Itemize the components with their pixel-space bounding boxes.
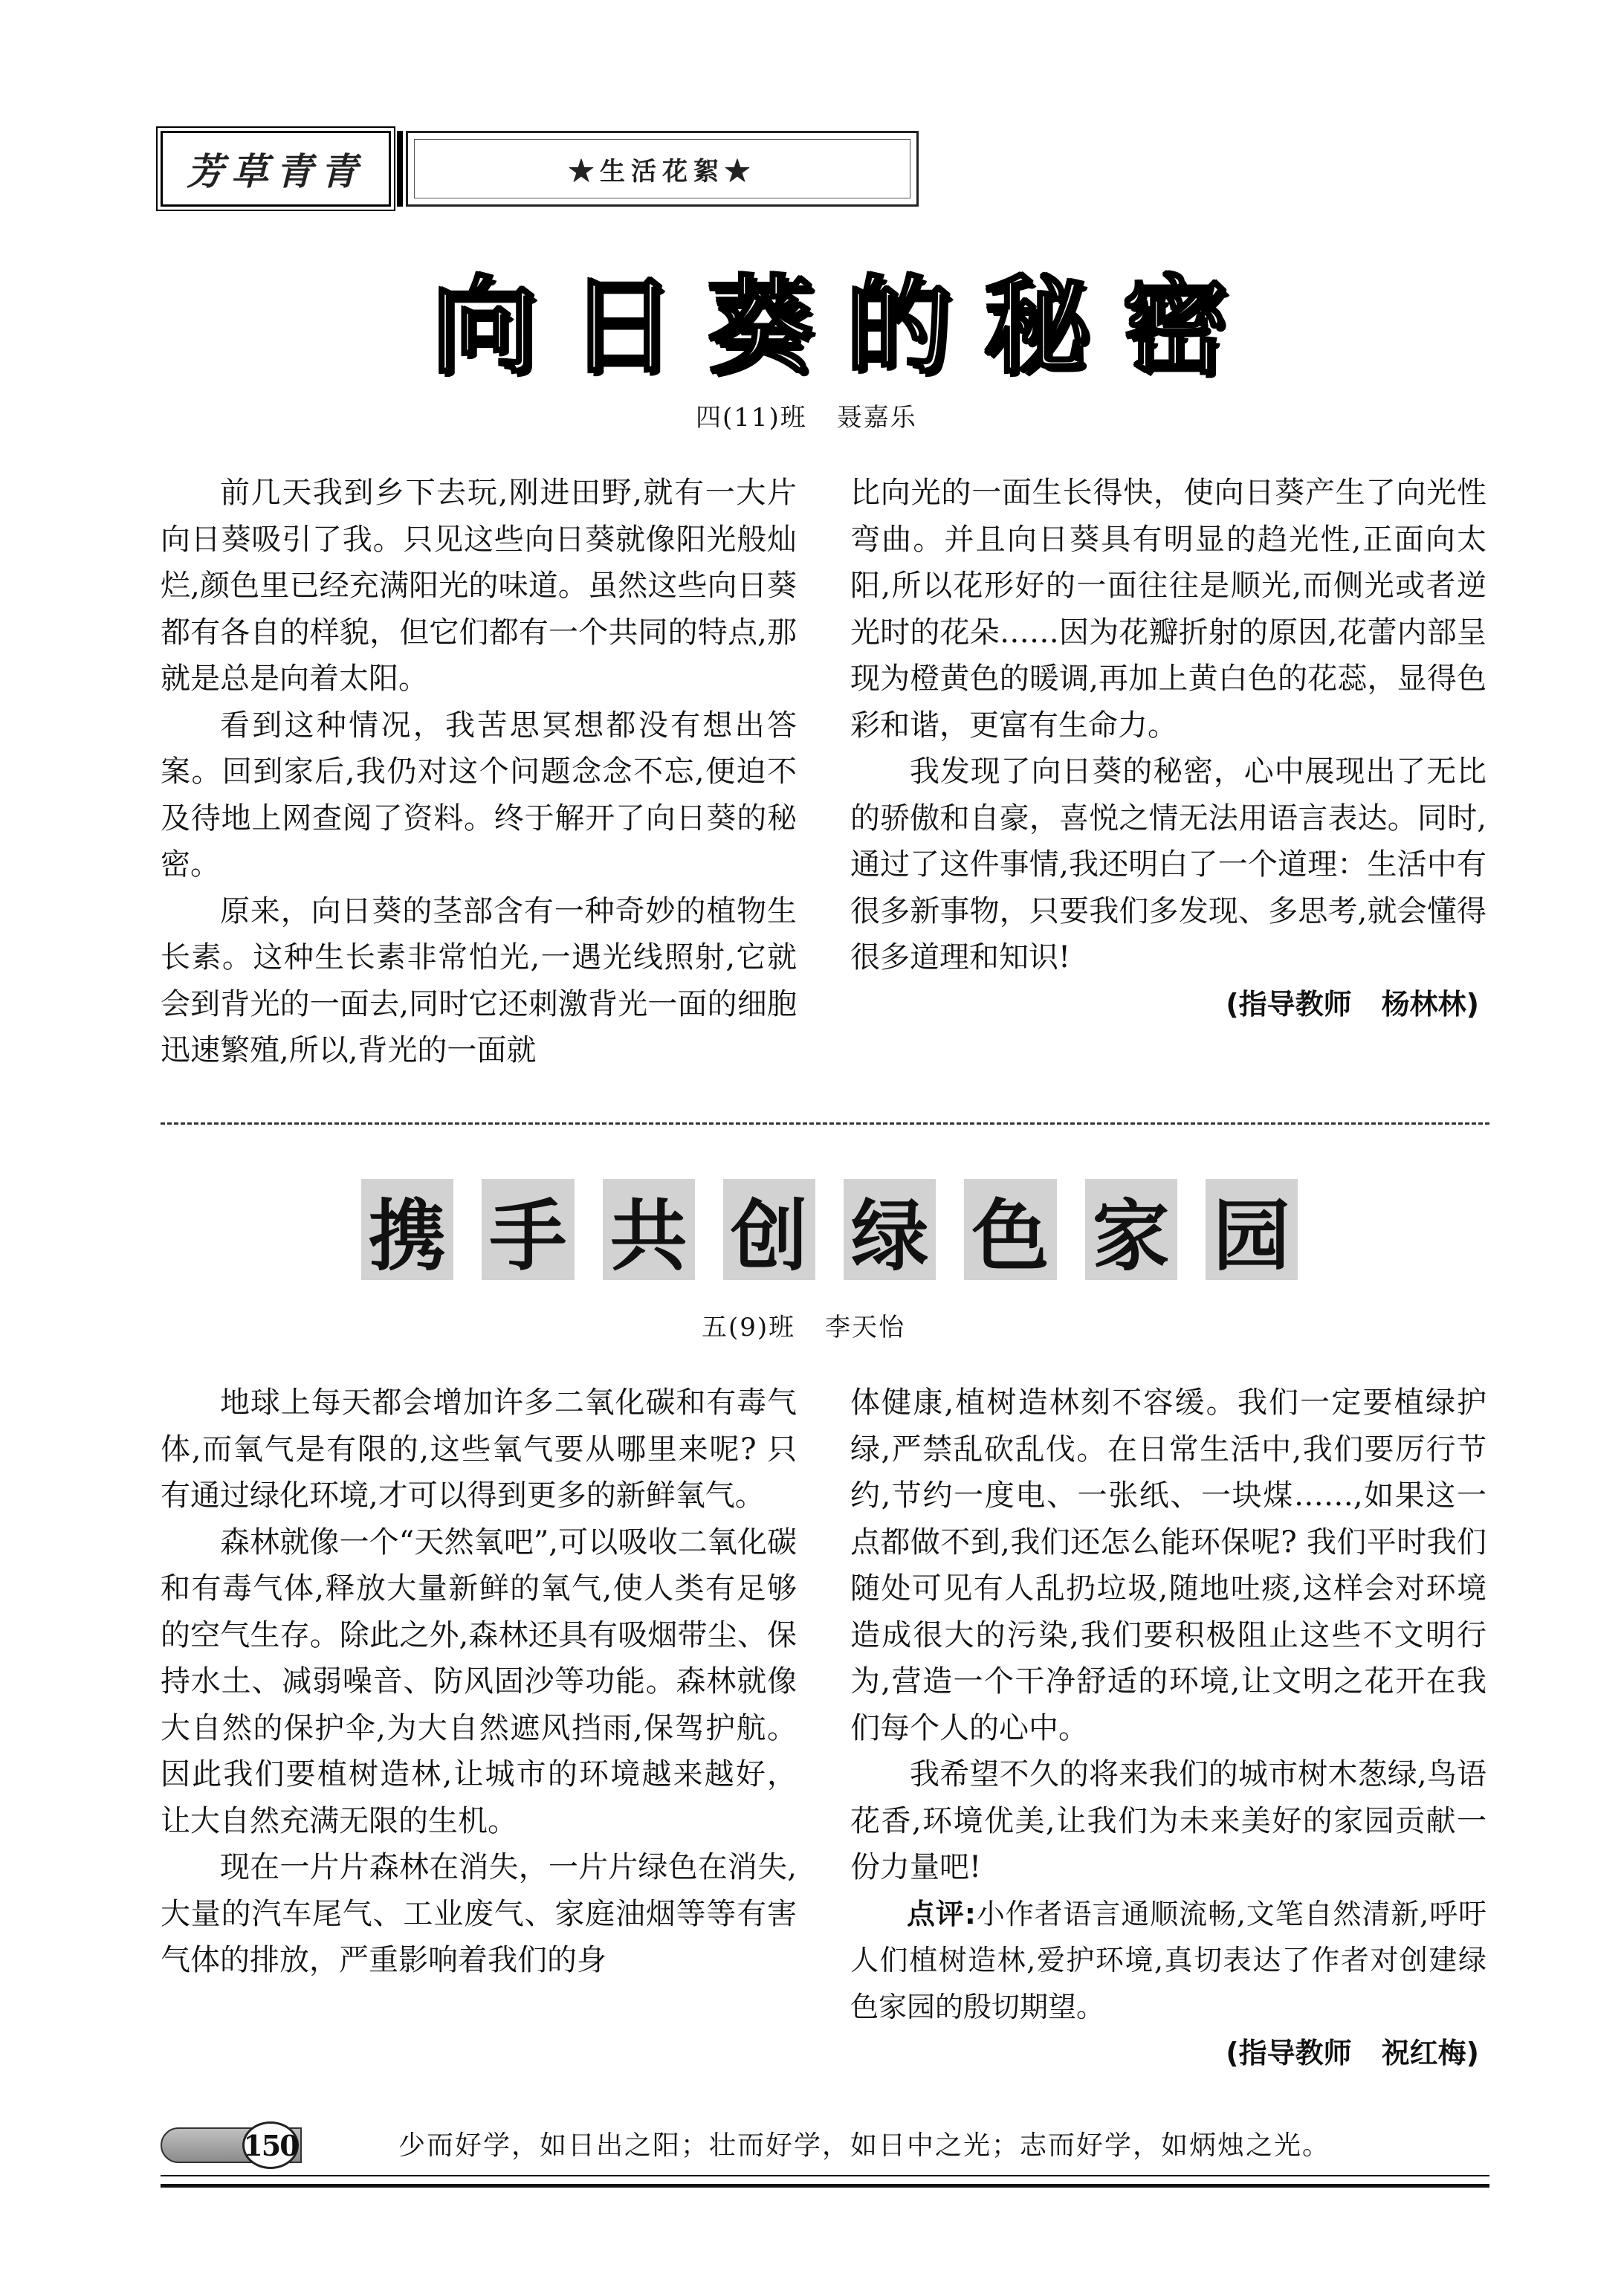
footer-quote: 少而好学，如日出之阳；壮而好学，如日中之光；志而好学，如炳烛之光。 <box>398 2130 1331 2161</box>
title-char: 创 <box>723 1179 815 1280</box>
paragraph: 原来，向日葵的茎部含有一种奇妙的植物生长素。这种生长素非常怕光,一遇光线照射,它就会到背光的一面去,同时它还刺激背光一面的细胞迅速繁殖,所以,背光的一面就 <box>161 893 797 1067</box>
article2-comment <box>850 1891 1486 2031</box>
article2-byline <box>702 1307 905 1343</box>
paragraph: 看到这种情况，我苦思冥想都没有想出答案。回到家后,我仍对这个问题念念不忘,便迫不及待地上网查阅了资料。终于解开了向日葵的秘密。 <box>161 708 797 882</box>
comment-text: 小作者语言通顺流畅,文笔自然清新,呼吁人们植树造林,爱护环境,真切表达了作者对创建绿色家园的殷切期望。 <box>850 1897 1486 2023</box>
paragraph: 我希望不久的将来我们的城市树木葱绿,鸟语花香,环境优美,让我们为未来美好的家园贡献一份力量吧! <box>850 1757 1486 1884</box>
article1-right-column <box>850 470 1486 1027</box>
column-name: 芳草青青 <box>187 149 365 193</box>
title-char: 共 <box>603 1179 695 1280</box>
footer-rule-thick <box>161 2184 1489 2188</box>
title-char: 色 <box>964 1179 1056 1280</box>
section-divider <box>161 1122 1489 1125</box>
paragraph: 前几天我到乡下去玩,刚进田野,就有一大片向日葵吸引了我。只见这些向日葵就像阳光般灿烂,颜色里已经充满阳光的味道。虽然这些向日葵都有各自的样貌，但它们都有一个共同的特点,那就是总是向着太阳。 <box>161 476 797 696</box>
article1-author: 聂嘉乐 <box>836 403 917 433</box>
article2-class: 五(9)班 <box>702 1313 796 1342</box>
paragraph: 我发现了向日葵的秘密，心中展现出了无比的骄傲和自豪，喜悦之情无法用语言表达。同时,通过了这件事情,我还明白了一个道理：生活中有很多新事物，只要我们多发现、多思考,就会懂得很多道理和知识! <box>850 754 1486 974</box>
article2-title <box>361 1179 1298 1280</box>
article2-right-column <box>850 1380 1486 2077</box>
title-char: 家 <box>1085 1179 1177 1280</box>
article1-title: 向日葵的秘密 <box>431 265 1261 388</box>
comment-label: 点评: <box>907 1897 976 1930</box>
header-separator <box>397 131 403 207</box>
article1-left-column <box>161 470 797 1074</box>
column-name-box <box>161 131 391 207</box>
teacher-label: (指导教师 <box>1226 987 1352 1021</box>
teacher-name: 杨林林) <box>1381 987 1479 1021</box>
section-name-box <box>406 131 919 207</box>
paragraph: 森林就像一个“天然氧吧”,可以吸收二氧化碳和有毒气体,释放大量新鲜的氧气,使人类有足够的空气生存。除此之外,森林还具有吸烟带尘、保持水土、减弱噪音、防风固沙等功能。森林就像大自然的保护伞,为大自然遮风挡雨,保驾护航。因此我们要植树造林,让城市的环境越来越好， 让大自然充满无限的生机。 <box>161 1525 797 1838</box>
article2-author: 李天怡 <box>825 1313 906 1342</box>
section-name: ★生活花絮★ <box>414 139 910 198</box>
teacher-label: (指导教师 <box>1226 2037 1352 2069</box>
title-char: 手 <box>482 1179 574 1280</box>
footer-rule-thin <box>161 2175 1489 2176</box>
paragraph-continued: 比向光的一面生长得快，使向日葵产生了向光性弯曲。并且向日葵具有明显的趋光性,正面向太阳,所以花形好的一面往往是顺光,而侧光或者逆光时的花朵……因为花瓣折射的原因,花蕾内部呈现为橙黄色的暖调,再加上黄白色的花蕊，显得色彩和谐，更富有生命力。 <box>850 476 1486 743</box>
paragraph: 地球上每天都会增加许多二氧化碳和有毒气体,而氧气是有限的,这些氧气要从哪里来呢? 只有通过绿化环境,才可以得到更多的新鲜氧气。 <box>161 1386 797 1513</box>
teacher-name: 祝红梅) <box>1381 2037 1479 2069</box>
article2-left-column <box>161 1380 797 1984</box>
article1-teacher <box>850 981 1486 1028</box>
title-char: 携 <box>361 1179 453 1280</box>
title-char: 绿 <box>844 1179 936 1280</box>
article1-class: 四(11)班 <box>696 403 807 433</box>
paragraph-continued: 体健康,植树造林刻不容缓。我们一定要植绿护绿,严禁乱砍乱伐。在日常生活中,我们要厉行节约,节约一度电、一张纸、一块煤……,如果这一点都做不到,我们还怎么能环保呢? 我们平时我们随处可见有人乱扔垃圾,随地吐痰,这样会对环境造成很大的污染,我们要积极阻止这些不文明行为,营造一个干净舒适的环境,让文明之花开在我们每个人的心中。 <box>850 1386 1486 1745</box>
article2-teacher <box>850 2030 1486 2077</box>
title-char: 园 <box>1206 1179 1298 1280</box>
paragraph: 现在一片片森林在消失，一片片绿色在消失,大量的汽车尾气、工业废气、家庭油烟等等有害气体的排放，严重影响着我们的身 <box>161 1850 797 1977</box>
page-number: 150 <box>242 2121 299 2169</box>
article1-byline <box>696 397 917 433</box>
